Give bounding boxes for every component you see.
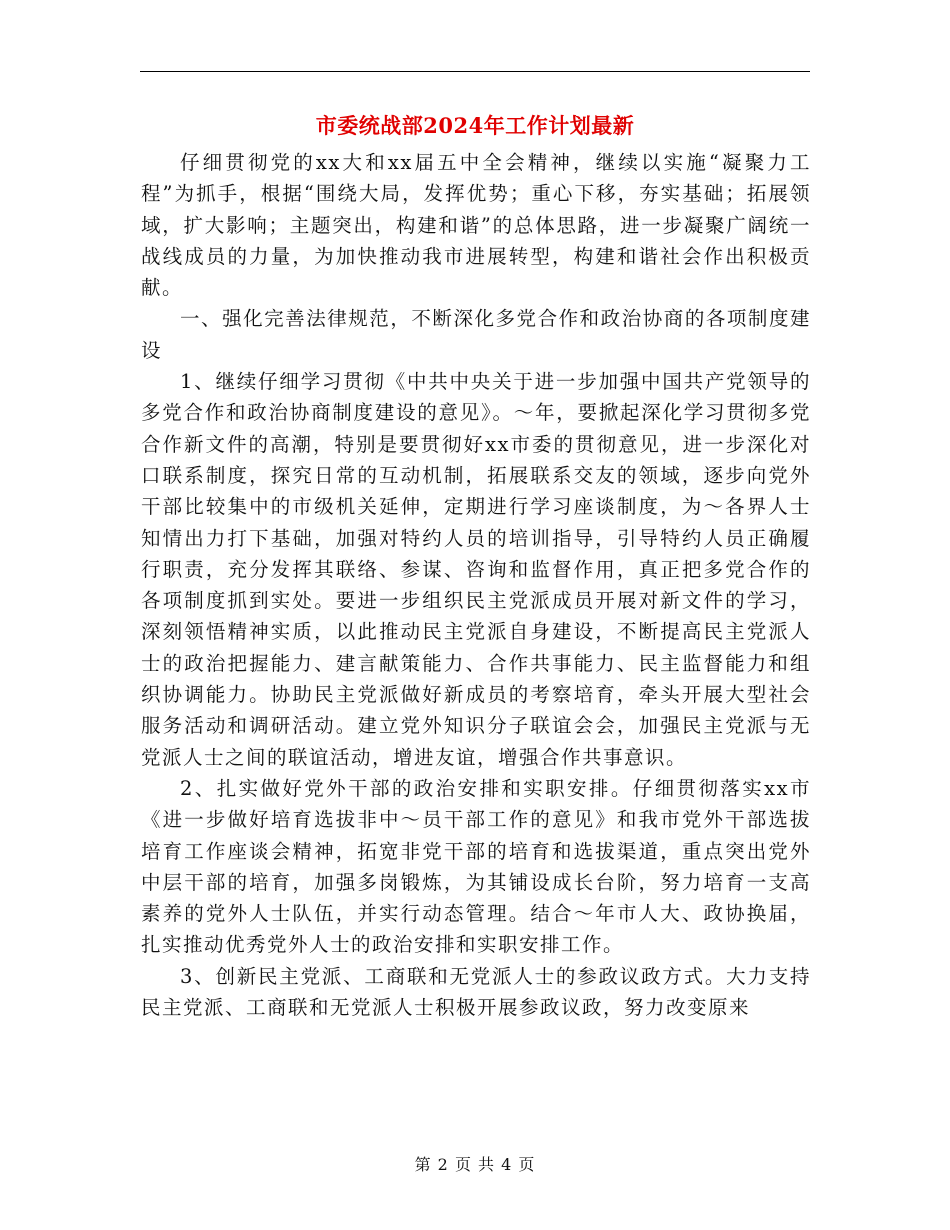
document-body [141,147,811,1023]
footer-total-pages: 4 [501,1155,513,1174]
footer-prefix: 第 [414,1155,432,1174]
document-title: 市委统战部2024年工作计划最新 [315,113,635,138]
paragraph-item-2: 2、扎实做好党外干部的政治安排和实职安排。仔细贯彻落实xx市《进一步做好培育选拔非中～员干部工作的意见》和我市党外干部选拔培育工作座谈会精神，拓宽非党干部的培育和选拔渠道，重点突出党外中层干部的培育，加强多岗锻炼，为其铺设成长台阶，努力培育一支高素养的党外人士队伍，并实行动态管理。结合～年市人大、政协换届，扎实推动优秀党外人士的政治安排和实职安排工作。 [141,776,811,957]
paragraph-item-1: 1、继续仔细学习贯彻《中共中央关于进一步加强中国共产党领导的多党合作和政治协商制度建设的意见》。～年，要掀起深化学习贯彻多党合作新文件的高潮，特别是要贯彻好xx市委的贯彻意见，进一步深化对口联系制度，探究日常的互动机制，拓展联系交友的领域，逐步向党外干部比较集中的市级机关延伸，定期进行学习座谈制度，为～各界人士知情出力打下基础，加强对特约人员的培训指导，引导特约人员正确履行职责，充分发挥其联络、参谋、咨询和监督作用，真正把多党合作的各项制度抓到实处。要进一步组织民主党派成员开展对新文件的学习，深刻领悟精神实质，以此推动民主党派自身建设，不断提高民主党派人士的政治把握能力、建言献策能力、合作共事能力、民主监督能力和组织协调能力。协助民主党派做好新成员的考察培育，牵头开展大型社会服务活动和调研活动。建立党外知识分子联谊会会，加强民主党派与无党派人士之间的联谊活动，增进友谊，增强合作共事意识。 [141,370,811,769]
footer-suffix: 页 [518,1155,536,1174]
paragraph-item-3: 3、创新民主党派、工商联和无党派人士的参政议政方式。大力支持民主党派、工商联和无党派人士积极开展参政议政，努力改变原来 [141,964,811,1020]
section-heading-1: 一、强化完善法律规范，不断深化多党合作和政治协商的各项制度建设 [141,307,811,362]
page-footer [0,1154,950,1176]
footer-page-number: 2 [437,1155,449,1174]
header-rule [140,71,810,72]
paragraph-intro: 仔细贯彻党的xx大和xx届五中全会精神，继续以实施“凝聚力工程”为抓手，根据“围绕大局，发挥优势；重心下移，夯实基础；拓展领域，扩大影响；主题突出，构建和谐”的总体思路，进一步凝聚广阔统一战线成员的力量，为加快推动我市进展转型，构建和谐社会作出积极贡献。 [141,151,811,300]
footer-middle: 页 共 [454,1155,496,1174]
